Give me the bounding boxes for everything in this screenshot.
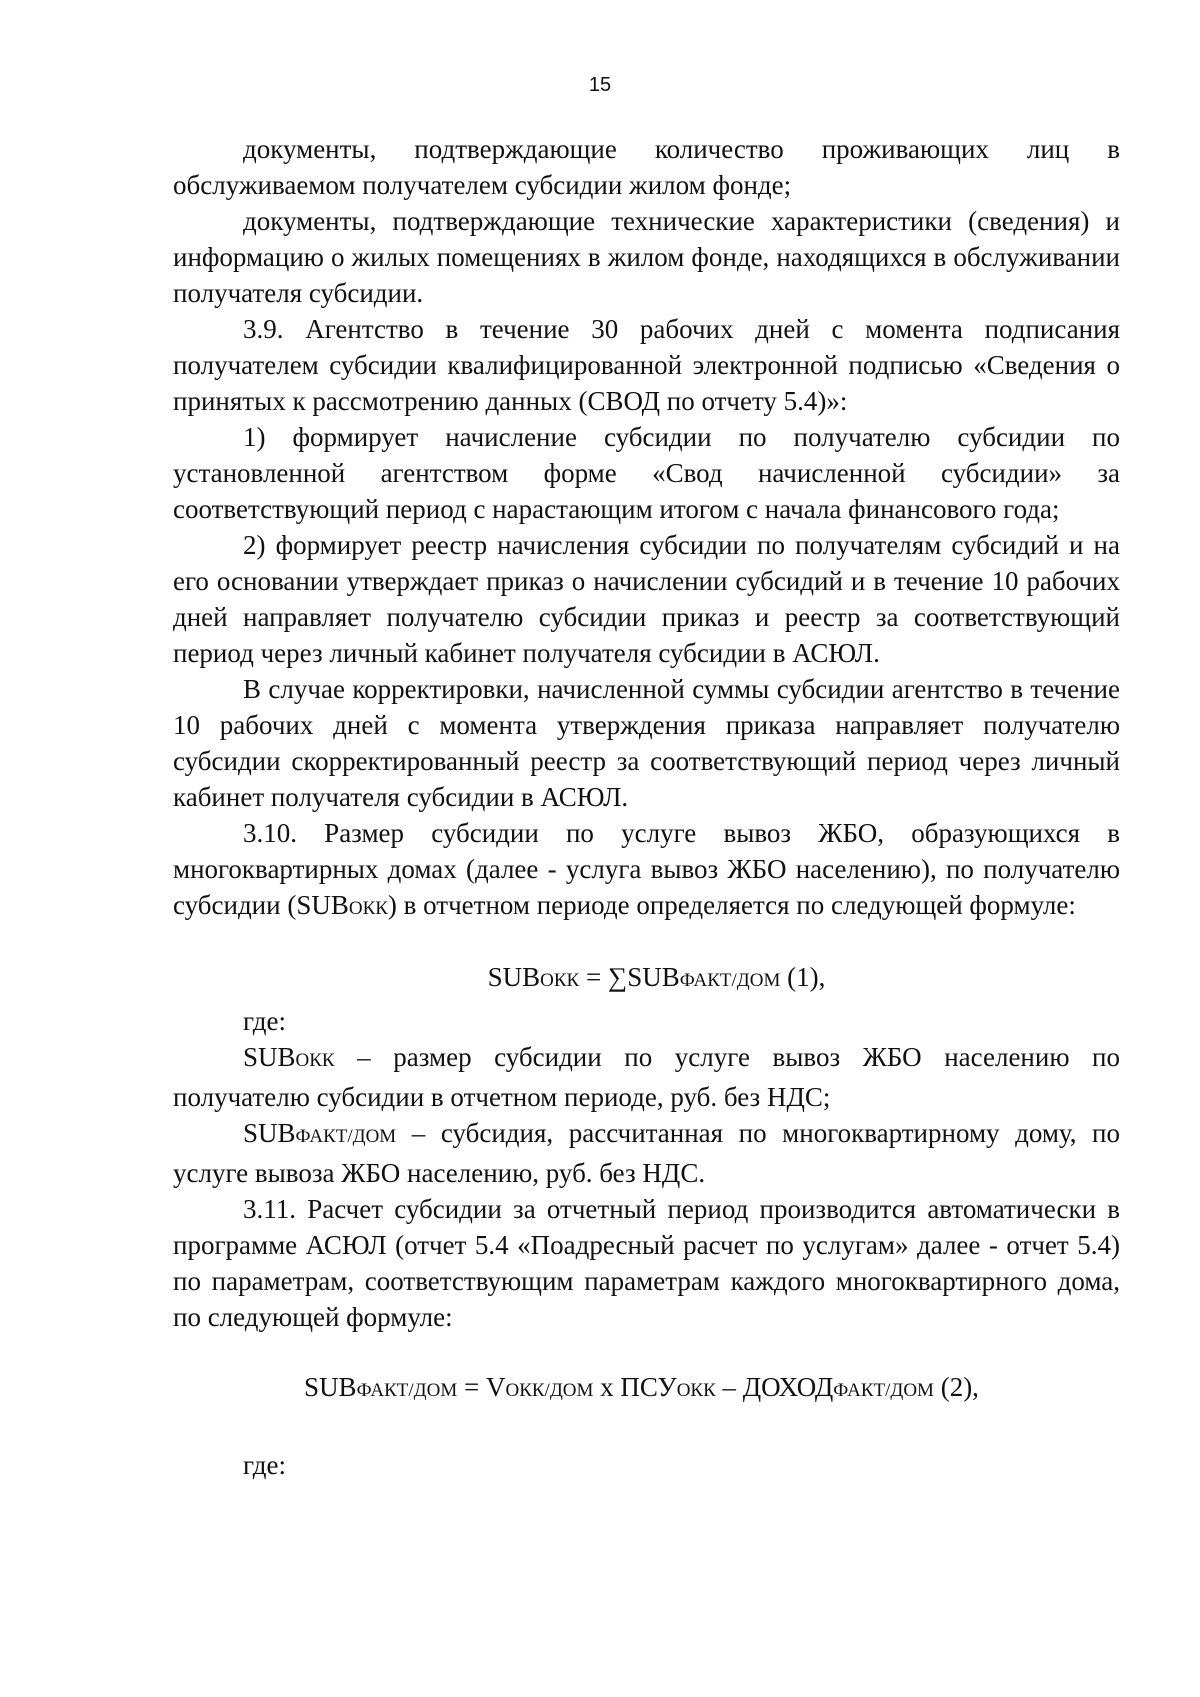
paragraph-item-2: 2) формирует реестр начисления субсидии по получателям субсидий и на его основании утверждает приказ о начислении субсидий и в течение 10 рабочих дней направляет получателю субсидии приказ и реестр за соответствующий период через личный кабинет получателя субсидии в АСЮЛ. [173, 530, 1120, 668]
formula-1-number: (1), [780, 962, 826, 992]
subscript: ОКК [676, 1380, 716, 1401]
paragraph-3-10 [173, 815, 1120, 927]
subscript: ФАКТ/ДОМ [356, 1380, 458, 1401]
page-number: 15 [588, 74, 612, 96]
paragraph-correction: В случае корректировки, начисленной суммы субсидии агентство в течение 10 рабочих дней с момента утверждения приказа направляет получателю субсидии скорректированный реестр за соответствующий период через личный кабинет получателя субсидии в АСЮЛ. [173, 674, 1120, 812]
formula-2-volume: = V [457, 1372, 506, 1402]
subscript: ФАКТ/ДОМ [833, 1380, 934, 1401]
formula-2-number: (2), [933, 1372, 979, 1402]
subscript: ФАКТ/ДОМ [295, 1126, 397, 1147]
formula-1 [173, 959, 1120, 999]
paragraph-3-11: 3.11. Расчет субсидии за отчетный период производится автоматически в программе АСЮЛ (отчет 5.4 «Поадресный расчет по услугам» далее - отчет 5.4) по параметрам, соответствующим параметрам каждого многоквартирного дома, по следующей формуле: [173, 1194, 1120, 1332]
definition-symbol: SUB [243, 1042, 296, 1072]
subscript: ОКК [295, 1050, 335, 1071]
formula-2 [173, 1369, 1120, 1409]
paragraph-documents-technical: документы, подтверждающие технические характеристики (сведения) и информацию о жилых помещениях в жилом фонде, находящихся в обслуживании получателя субсидии. [173, 206, 1120, 308]
paragraph-3-9: 3.9. Агентство в течение 30 рабочих дней с момента подписания получателем субсидии квалифицированной электронной подписью «Сведения о принятых к рассмотрению данных (СВОД по отчету 5.4)»: [173, 314, 1120, 416]
definition-symbol: SUB [243, 1118, 296, 1148]
subscript: ОКК [348, 898, 388, 919]
paragraph-item-1: 1) формирует начисление субсидии по получателю субсидии по установленной агентством форме «Свод начисленной субсидии» за соответствующий период с нарастающим итогом с начала финансового года; [173, 422, 1120, 524]
where-label-2: где: [243, 1450, 286, 1480]
formula-1-sum: = ∑SUB [579, 962, 680, 992]
formula-2-income: – ДОХОД [715, 1372, 834, 1402]
definition-text: – размер субсидии по услуге вывоз ЖБО населению по получателю субсидии в отчетном периоде, руб. без НДС; [173, 1042, 1120, 1112]
definition-text: – субсидия, рассчитанная по многоквартирному дому, по услуге вывоза ЖБО населению, руб. без НДС. [173, 1118, 1120, 1188]
formula-2-tariff: х ПСУ [593, 1372, 677, 1402]
formula-1-lhs: SUB [487, 962, 541, 992]
paragraph-3-10-text-b: ) в отчетном периоде определяется по следующей формуле: [387, 890, 1076, 920]
where-label: где: [243, 1006, 286, 1036]
document-body [173, 131, 1120, 1483]
formula-2-lhs: SUB [304, 1372, 357, 1402]
definition-sub-fakt-dom [173, 1115, 1120, 1191]
subscript: ФАКТ/ДОМ [679, 970, 781, 991]
definition-sub-okk [173, 1039, 1120, 1115]
paragraph-3-10-text-a: 3.10. Размер субсидии по услуге вывоз ЖБО, образующихся в многоквартирных домах (далее - услуга вывоз ЖБО населению), по получателю субсидии (SUB [173, 818, 1120, 920]
subscript: ОКК/ДОМ [505, 1380, 594, 1401]
subscript: ОКК [540, 970, 580, 991]
paragraph-documents-residents: документы, подтверждающие количество проживающих лиц в обслуживаемом получателем субсидии жилом фонде; [173, 134, 1120, 200]
